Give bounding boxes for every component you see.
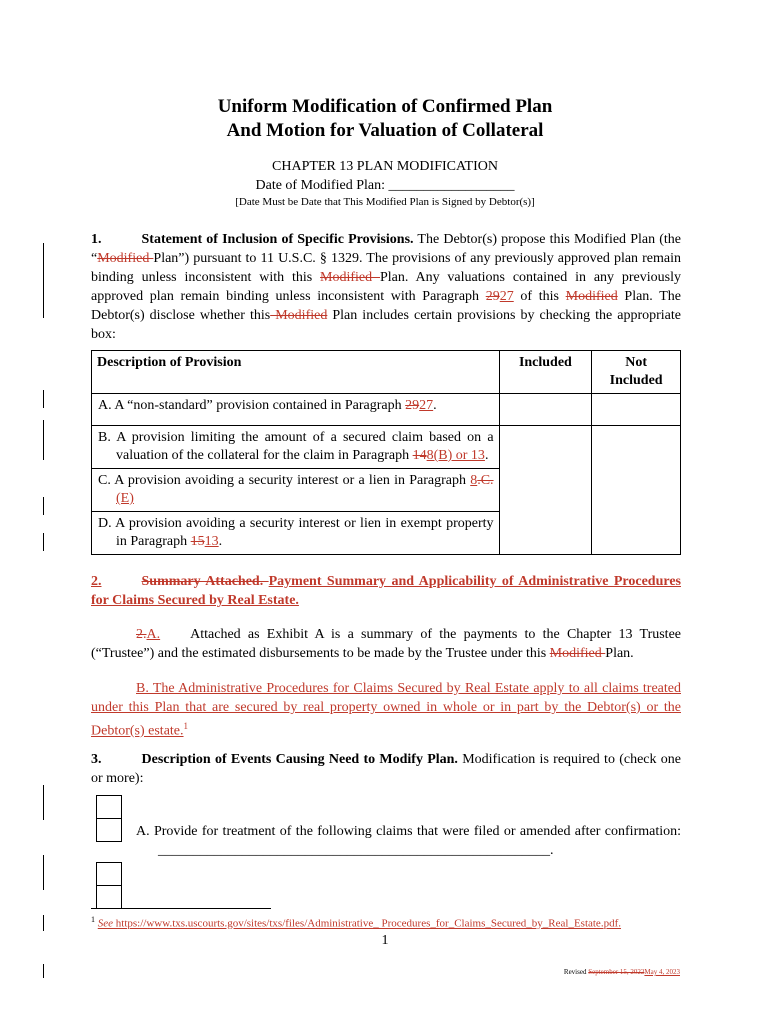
revised-label: Revised: [563, 968, 589, 976]
document-title-line2: And Motion for Valuation of Collateral: [226, 120, 544, 141]
checkbox[interactable]: [96, 862, 122, 886]
deleted-text: September 15, 2022: [588, 968, 645, 976]
section-2-heading: [91, 572, 681, 610]
section-2-paragraph-b: [91, 679, 681, 741]
checkbox[interactable]: [96, 795, 122, 819]
deleted-text: Modified: [549, 646, 606, 661]
option-a-text: A. Provide for treatment of the following claims that were filed or amended after confirmation: ________________________________________________________.: [136, 824, 681, 858]
change-bar: [43, 785, 44, 820]
section-3: [91, 750, 681, 788]
change-bar: [43, 420, 44, 460]
section-1-text: Plan includes certain provisions by checking the appropriate box:: [91, 308, 681, 342]
change-bar: [43, 243, 44, 318]
footnote-see: See: [97, 917, 114, 930]
provision-bcd-not-included-cell[interactable]: [592, 426, 681, 555]
deleted-text: Modified: [565, 289, 618, 304]
section-1-text: Plan. The Debtor(s) disclose whether this: [91, 289, 681, 323]
section-2-number: 2.: [91, 574, 102, 589]
table-row: [92, 394, 681, 426]
section-1-text: The Debtor(s) propose this Modified Plan (the “: [91, 232, 681, 266]
provision-b: B. A provision limiting the amount of a secured claim based on a valuation of the collateral for the claim in Paragraph 148(B) or 13.: [92, 426, 500, 469]
section-1-text: Plan. Any valuations contained in any previously approved plan remain binding unless inconsistent with Paragraph: [91, 270, 682, 304]
footnote-number: 1: [91, 915, 95, 924]
checkbox-option-a[interactable]: [96, 818, 122, 842]
document-title-line1: Uniform Modification of Confirmed Plan: [217, 96, 553, 117]
inserted-text: May 4, 2023: [644, 968, 680, 976]
change-bar: [43, 964, 44, 978]
section-2a-text: Attached as Exhibit A is a summary of the payments to the Chapter 13 Trustee (“Trustee”) and the estimated disbursements to be made by the Trustee under this: [91, 627, 681, 661]
change-bar: [43, 497, 44, 515]
provision-d: D. A provision avoiding a security interest or lien in exempt property in Paragraph 1513.: [92, 512, 500, 555]
deleted-text: Modified: [320, 270, 380, 285]
document-subtitle: CHAPTER 13 PLAN MODIFICATION: [272, 159, 498, 174]
deleted-text: Modified: [270, 308, 328, 323]
table-header-not-included: Not Included: [592, 351, 681, 394]
page-number: 1: [381, 933, 389, 948]
section-1-text: of this: [513, 289, 566, 304]
inserted-text: A.: [146, 627, 161, 642]
deleted-text: Modified: [97, 251, 154, 266]
footnote-url-link[interactable]: https://www.txs.uscourts.gov/sites/txs/files/Administrative_ Procedures_for_Claims_Secured_by_Real_Estate.pdf.: [113, 917, 621, 930]
date-note: [Date Must be Date that This Modified Plan is Signed by Debtor(s)]: [235, 196, 535, 208]
section-1-number: 1.: [91, 232, 102, 247]
footnote-separator: [91, 908, 271, 909]
section-3-number: 3.: [91, 752, 102, 767]
provisions-table: [91, 350, 681, 555]
footnote: [91, 915, 621, 930]
provision-bcd-included-cell[interactable]: [499, 426, 592, 555]
section-1-text: Plan”) pursuant to 11 U.S.C. § 1329. The provisions of any previously approved plan remain binding unless inconsistent with this: [91, 251, 681, 285]
section-1: [91, 230, 681, 344]
deleted-text: Summary Attached.: [141, 574, 269, 589]
revised-date: [564, 968, 680, 976]
section-1-heading: Statement of Inclusion of Specific Provisions.: [141, 232, 414, 247]
provision-a-included-cell[interactable]: [499, 394, 592, 426]
provision-a-not-included-cell[interactable]: [592, 394, 681, 426]
deleted-text: 29: [485, 289, 500, 304]
change-bar: [43, 533, 44, 551]
table-header-included: Included: [499, 351, 592, 394]
change-bar: [43, 915, 44, 931]
section-2a-text: Plan.: [605, 646, 634, 661]
section-2-paragraph-a: [91, 625, 681, 663]
provision-a: A. A “non-standard” provision contained in Paragraph 2927.: [92, 394, 500, 426]
inserted-text: Payment Summary and Applicability of Administrative Procedures for Claims Secured by Real Estate.: [91, 574, 681, 608]
section-3-heading: Description of Events Causing Need to Modify Plan.: [141, 752, 458, 767]
section-3-text: Modification is required to (check one or more):: [91, 752, 681, 786]
footnote-reference[interactable]: 1: [183, 721, 189, 731]
checkbox-option-b[interactable]: [96, 885, 122, 909]
provision-c: C. A provision avoiding a security interest or a lien in Paragraph 8.C.(E): [92, 469, 500, 512]
deleted-text: 2.: [136, 627, 147, 642]
table-header-description: Description of Provision: [92, 351, 500, 394]
inserted-text: 27: [499, 289, 514, 304]
table-row: [92, 426, 681, 469]
change-bar: [43, 855, 44, 890]
change-bar: [43, 390, 44, 408]
date-of-modified-plan: Date of Modified Plan: __________________: [255, 178, 515, 193]
inserted-text: B. The Administrative Procedures for Claims Secured by Real Estate apply to all claims treated under this Plan that are secured by real property owned in whole or in part by the Debtor(s) or the Debtor(s) estate.: [91, 681, 681, 739]
